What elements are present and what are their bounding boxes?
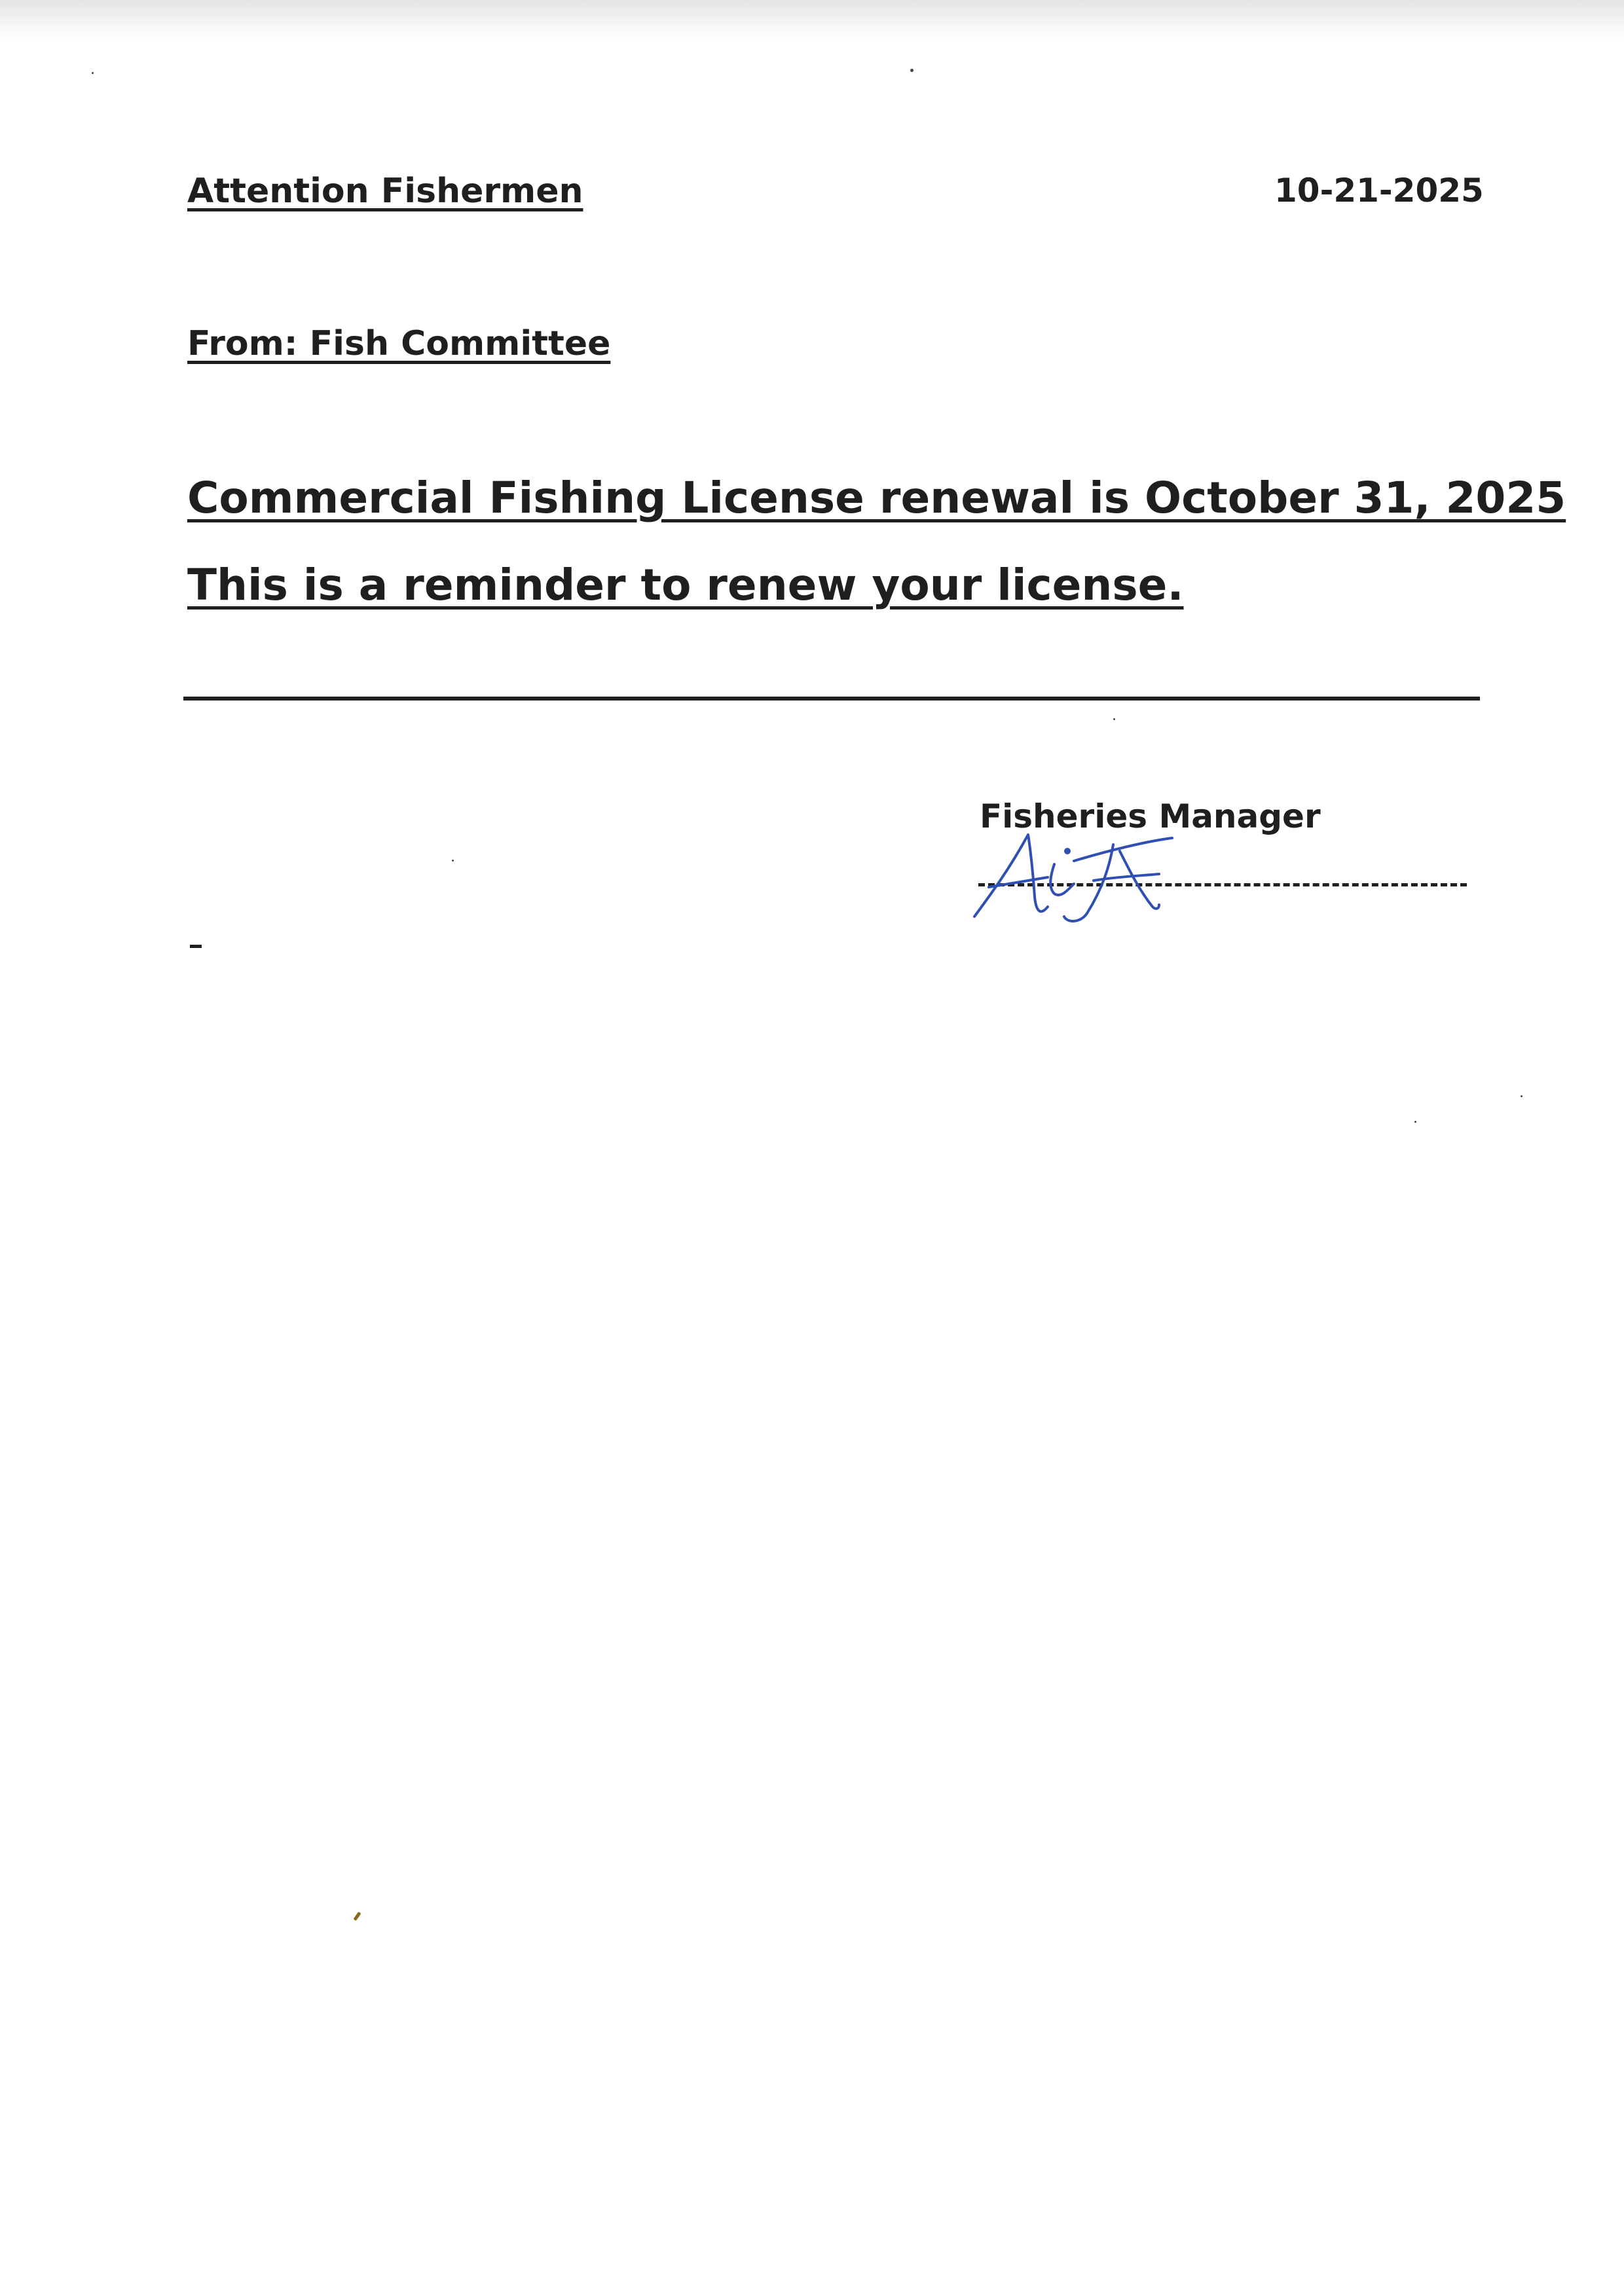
stray-dash-mark [190,945,202,948]
scan-speck [452,860,454,862]
scan-speck [910,69,913,72]
scan-speck [1521,1095,1522,1097]
handwritten-signature [963,825,1303,930]
horizontal-rule [183,697,1480,701]
memo-attention-heading: Attention Fishermen [187,172,583,211]
memo-date: 10-21-2025 [1274,172,1484,210]
memo-from-line: From: Fish Committee [187,324,611,363]
scan-speck [353,1912,361,1921]
memo-notice-line-2: This is a reminder to renew your license. [187,560,1184,610]
scan-speck [1113,718,1115,720]
scan-speck [1414,1121,1416,1123]
memo-notice-line-1: Commercial Fishing License renewal is October 31, 2025 [187,473,1566,523]
signatory-title: Fisheries Manager [980,797,1321,835]
scan-speck [92,72,94,74]
